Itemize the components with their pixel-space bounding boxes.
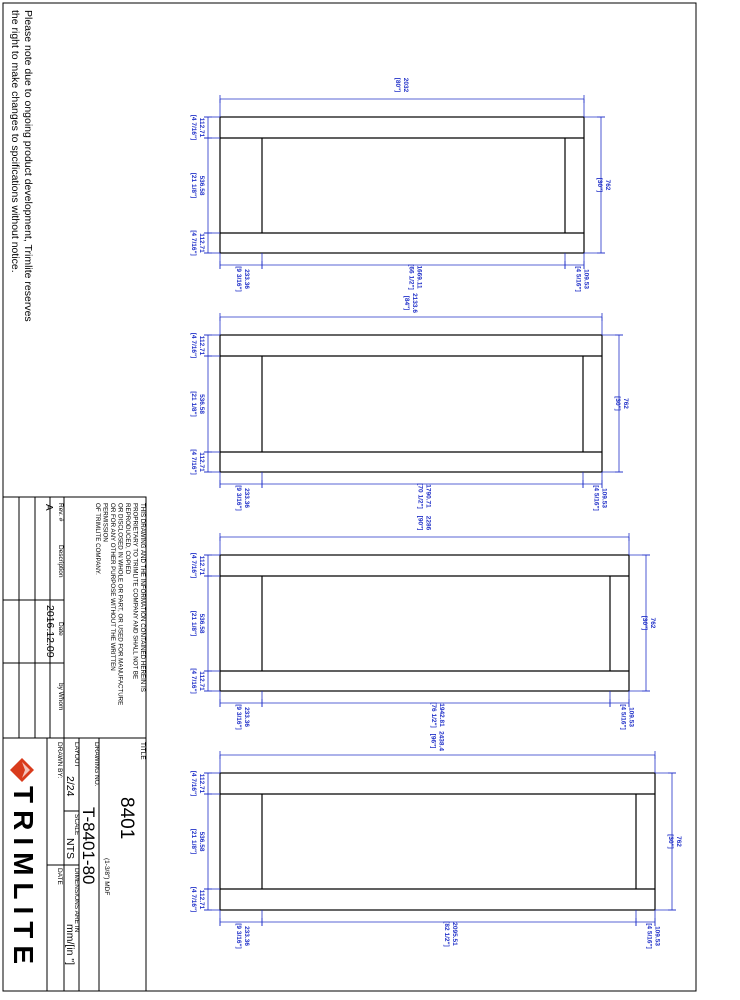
- dimension-label: [4 5/16"]: [645, 923, 653, 949]
- dimension-label: 1942.81: [438, 703, 445, 727]
- dimension-label: [21 1/8"]: [190, 172, 197, 199]
- drawing-no-label: DRAWING NO.: [93, 742, 100, 787]
- dimension-label: [82 1/2"]: [443, 921, 450, 947]
- dimension-label: [4 7/16"]: [190, 770, 197, 797]
- dimension-label: [70 1/2"]: [416, 483, 424, 509]
- dimension-label: [4 7/16"]: [190, 552, 197, 579]
- dimension-label: [9 3/16"]: [235, 704, 242, 730]
- title-value: 8401: [116, 797, 137, 840]
- dimension-label: 2133.6: [411, 293, 418, 313]
- dimension-label: [4 7/16"]: [190, 114, 197, 141]
- door-view: [190, 78, 611, 292]
- dimension-label: 112.71: [198, 889, 205, 910]
- dimension-label: 109.53: [600, 488, 608, 508]
- layout-value: 2/24: [64, 776, 76, 797]
- dimension-label: 536.58: [198, 394, 205, 414]
- drawing-number: T-8401-80: [79, 807, 98, 885]
- disclaimer-line: OR FOR ANY OTHER PURPOSE WITHOUT THE WRITTEN: [109, 503, 116, 671]
- dimension-label: 2438.4: [437, 731, 445, 751]
- dimension-label: 112.71: [198, 452, 205, 472]
- scale-value: NTS: [64, 838, 76, 859]
- door-view: [190, 293, 629, 511]
- disclaimer-line: REPRODUCED, COPIED: [124, 503, 131, 575]
- description-header: Description: [57, 545, 64, 578]
- dimension-label: 2095.51: [451, 922, 458, 946]
- door-views: [190, 78, 682, 949]
- dimension-label: [30"]: [596, 177, 603, 193]
- dimension-label: 536.58: [198, 175, 205, 196]
- dimension-label: 762: [604, 179, 611, 191]
- dimension-label: [30"]: [614, 396, 621, 411]
- disclaimer: [94, 503, 146, 705]
- dimension-label: 112.71: [198, 671, 205, 691]
- dimension-label: [4 5/16"]: [619, 704, 627, 730]
- dimension-label: 762: [675, 836, 682, 847]
- dimension-label: [30"]: [641, 615, 648, 631]
- dimension-label: 233.36: [243, 926, 250, 946]
- dimension-label: [4 7/16"]: [190, 886, 197, 913]
- dimension-label: 233.36: [243, 269, 250, 289]
- layout-label: LAYOUT: [73, 742, 80, 768]
- dimension-label: 109.53: [653, 926, 661, 946]
- date-header: Date: [57, 622, 64, 636]
- title-block: [3, 497, 146, 991]
- dimension-label: 109.53: [627, 707, 635, 727]
- dimension-label: [80"]: [394, 77, 401, 93]
- dimension-label: [84"]: [403, 295, 410, 311]
- dimension-label: 2032: [402, 77, 409, 93]
- dimension-label: 112.71: [198, 555, 205, 576]
- dimension-label: [30"]: [667, 834, 674, 849]
- dimension-label: 233.36: [243, 707, 250, 727]
- disclaimer-line: OR DISCLOSED IN WHOLE OR PART, OR USED FOR MANUFACTURE: [116, 503, 124, 706]
- dimension-label: [21 1/8"]: [190, 391, 197, 417]
- dimension-label: 536.58: [198, 831, 205, 852]
- rev-header: Rev. #: [57, 503, 64, 522]
- dimension-label: [76 1/2"]: [430, 702, 437, 728]
- dimension-label: [4 7/16"]: [190, 449, 197, 475]
- brand-name: TRIMLITE: [8, 786, 39, 972]
- note-line-1: Please note due to ongoing product development, Trimlite reserves: [22, 10, 34, 322]
- dimension-label: [9 3/16"]: [235, 485, 242, 511]
- dimension-label: 109.53: [582, 269, 590, 289]
- disclaimer-line: PROPRIETARY TO TRIMLITE COMPANY AND SHALL NOT BE: [131, 503, 139, 680]
- dimension-label: 1790.71: [424, 484, 432, 508]
- door-view: [190, 731, 682, 949]
- disclaimer-line: THIS DRAWING AND THE INFORMATION CONTAINED HEREIN IS: [139, 503, 146, 692]
- scale-label: SCALE: [73, 814, 80, 836]
- dimension-label: 112.71: [198, 117, 205, 138]
- date-value: 2016.12.09: [44, 605, 56, 658]
- dimension-label: 1669.11: [415, 265, 423, 289]
- dimension-label: [4 5/16"]: [574, 266, 582, 292]
- dimensions-label: DIMENSIONS ARE IN: [73, 868, 80, 933]
- dimension-label: [4 7/16"]: [190, 332, 197, 359]
- logo-diamond-icon: [10, 758, 34, 782]
- dimension-label: 762: [622, 398, 629, 409]
- dimension-label: 536.58: [198, 613, 205, 634]
- dimension-label: [9 3/16"]: [235, 266, 242, 292]
- title-subtitle: (1-3/8") MDF: [103, 858, 110, 896]
- door-view: [190, 516, 656, 730]
- dimension-label: 112.71: [198, 335, 205, 356]
- dimension-label: [21 1/8"]: [190, 610, 197, 637]
- disclaimer-line: PERMISSION: [101, 503, 109, 542]
- dimension-label: [96"]: [429, 733, 437, 749]
- dimension-label: [4 5/16"]: [592, 485, 600, 511]
- dimension-label: [4 7/16"]: [190, 668, 197, 694]
- dimension-label: [90"]: [416, 515, 424, 531]
- note-line-2: the right to make changes to spcifications without notice.: [9, 10, 21, 273]
- rev-value: A: [43, 504, 54, 511]
- dimension-label: [4 7/16"]: [190, 230, 197, 256]
- drawn-by-label: DRAWN BY:: [56, 742, 63, 779]
- dimension-label: 2286: [424, 515, 432, 531]
- dimension-label: 233.36: [243, 488, 250, 508]
- dimension-label: [9 3/16"]: [235, 923, 242, 949]
- dimension-label: [21 1/8"]: [190, 828, 197, 855]
- by-whom-header: by Whom: [57, 683, 64, 711]
- dimensions-value: mm/[in "]: [64, 924, 76, 966]
- date-label: DATE: [56, 868, 63, 885]
- dimension-label: 112.71: [198, 233, 205, 253]
- trimlite-logo: [10, 758, 34, 782]
- dimension-label: 112.71: [198, 773, 205, 794]
- disclaimer-line: OF TRIMLITE COMPANY.: [94, 503, 101, 575]
- dimension-label: 762: [649, 617, 656, 629]
- dimension-label: [66 1/2"]: [407, 264, 415, 290]
- title-label: TITLE: [139, 742, 146, 760]
